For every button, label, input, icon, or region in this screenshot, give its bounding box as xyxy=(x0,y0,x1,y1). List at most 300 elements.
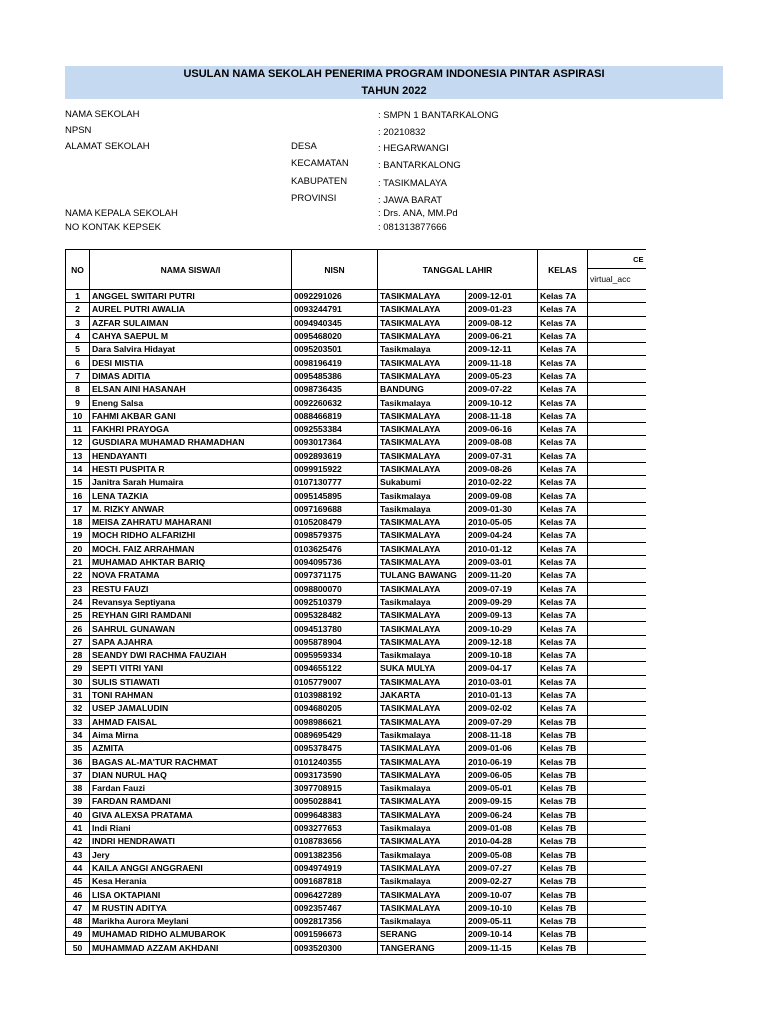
table-row xyxy=(66,343,646,356)
birth-place: TULANG BAWANG xyxy=(378,569,466,582)
kabupaten-value: : TASIKMALAYA xyxy=(378,178,447,189)
student-name: NOVA FRATAMA xyxy=(90,569,292,582)
birth-date: 2009-08-12 xyxy=(466,316,538,329)
header-no: NO xyxy=(66,250,90,290)
birth-date: 2009-02-02 xyxy=(466,702,538,715)
provinsi-label: PROVINSI xyxy=(291,193,337,204)
student-nisn: 0098736435 xyxy=(292,383,378,396)
virtual-acc-cell xyxy=(588,675,646,688)
table-row xyxy=(66,303,646,316)
birth-place: Tasikmalaya xyxy=(378,343,466,356)
student-nisn: 0108783656 xyxy=(292,835,378,848)
virtual-acc-cell xyxy=(588,436,646,449)
desa-label: DESA xyxy=(291,141,317,152)
table-row xyxy=(66,409,646,422)
birth-place: Tasikmalaya xyxy=(378,595,466,608)
row-no: 30 xyxy=(66,675,90,688)
row-no: 37 xyxy=(66,768,90,781)
row-no: 4 xyxy=(66,329,90,342)
student-nisn: 0094095736 xyxy=(292,555,378,568)
kepala-sekolah-value: : Drs. ANA, MM.Pd xyxy=(378,208,458,219)
student-class: Kelas 7A xyxy=(538,609,588,622)
row-no: 5 xyxy=(66,343,90,356)
birth-date: 2009-03-01 xyxy=(466,555,538,568)
birth-date: 2009-08-26 xyxy=(466,462,538,475)
virtual-acc-cell xyxy=(588,529,646,542)
birth-place: TASIKMALAYA xyxy=(378,861,466,874)
birth-place: TASIKMALAYA xyxy=(378,622,466,635)
student-name: GIVA ALEXSA PRATAMA xyxy=(90,808,292,821)
student-class: Kelas 7A xyxy=(538,635,588,648)
table-row xyxy=(66,595,646,608)
birth-date: 2009-01-30 xyxy=(466,502,538,515)
row-no: 20 xyxy=(66,542,90,555)
student-nisn: 0092260632 xyxy=(292,396,378,409)
birth-place: BANDUNG xyxy=(378,383,466,396)
virtual-acc-cell xyxy=(588,555,646,568)
row-no: 11 xyxy=(66,422,90,435)
birth-date: 2010-04-28 xyxy=(466,835,538,848)
student-class: Kelas 7A xyxy=(538,422,588,435)
student-name: DESI MISTIA xyxy=(90,356,292,369)
virtual-acc-cell xyxy=(588,609,646,622)
birth-place: TASIKMALAYA xyxy=(378,516,466,529)
birth-place: TASIKMALAYA xyxy=(378,290,466,303)
student-name: AZMITA xyxy=(90,742,292,755)
student-nisn: 0095145895 xyxy=(292,489,378,502)
birth-date: 2009-10-12 xyxy=(466,396,538,409)
table-row xyxy=(66,928,646,941)
table-row xyxy=(66,476,646,489)
birth-place: TASIKMALAYA xyxy=(378,303,466,316)
student-class: Kelas 7B xyxy=(538,835,588,848)
birth-place: Sukabumi xyxy=(378,476,466,489)
student-name: DIMAS ADITIA xyxy=(90,369,292,382)
birth-place: TASIKMALAYA xyxy=(378,675,466,688)
row-no: 26 xyxy=(66,622,90,635)
student-name: SEPTI VITRI YANI xyxy=(90,662,292,675)
virtual-acc-cell xyxy=(588,901,646,914)
birth-date: 2009-07-19 xyxy=(466,582,538,595)
student-name: AHMAD FAISAL xyxy=(90,715,292,728)
student-name: CAHYA SAEPUL M xyxy=(90,329,292,342)
row-no: 38 xyxy=(66,781,90,794)
student-class: Kelas 7A xyxy=(538,555,588,568)
student-name: ELSAN AINI HASANAH xyxy=(90,383,292,396)
student-class: Kelas 7A xyxy=(538,529,588,542)
table-row xyxy=(66,755,646,768)
student-class: Kelas 7B xyxy=(538,728,588,741)
provinsi-value: : JAWA BARAT xyxy=(378,195,443,206)
birth-date: 2009-05-08 xyxy=(466,848,538,861)
table-row xyxy=(66,369,646,382)
birth-place: Tasikmalaya xyxy=(378,502,466,515)
table-row xyxy=(66,728,646,741)
virtual-acc-cell xyxy=(588,835,646,848)
row-no: 12 xyxy=(66,436,90,449)
virtual-acc-cell xyxy=(588,688,646,701)
birth-date: 2008-11-18 xyxy=(466,409,538,422)
student-class: Kelas 7A xyxy=(538,569,588,582)
row-no: 41 xyxy=(66,821,90,834)
row-no: 43 xyxy=(66,848,90,861)
student-nisn: 0089695429 xyxy=(292,728,378,741)
kecamatan-label: KECAMATAN xyxy=(291,158,349,169)
row-no: 18 xyxy=(66,516,90,529)
student-nisn: 0096427289 xyxy=(292,888,378,901)
row-no: 45 xyxy=(66,875,90,888)
birth-place: SERANG xyxy=(378,928,466,941)
virtual-acc-cell xyxy=(588,462,646,475)
student-nisn: 3097708915 xyxy=(292,781,378,794)
kontak-kepsek-value: : 081313877666 xyxy=(378,222,447,233)
student-nisn: 0095203501 xyxy=(292,343,378,356)
birth-place: TASIKMALAYA xyxy=(378,808,466,821)
row-no: 33 xyxy=(66,715,90,728)
student-nisn: 0095878904 xyxy=(292,635,378,648)
virtual-acc-cell xyxy=(588,768,646,781)
birth-date: 2009-02-27 xyxy=(466,875,538,888)
student-nisn: 0091382356 xyxy=(292,848,378,861)
row-no: 34 xyxy=(66,728,90,741)
student-nisn: 0093277653 xyxy=(292,821,378,834)
student-class: Kelas 7B xyxy=(538,821,588,834)
virtual-acc-cell xyxy=(588,808,646,821)
student-name: AZFAR SULAIMAN xyxy=(90,316,292,329)
student-nisn: 0091596673 xyxy=(292,928,378,941)
birth-place: Tasikmalaya xyxy=(378,728,466,741)
row-no: 6 xyxy=(66,356,90,369)
birth-date: 2009-12-01 xyxy=(466,290,538,303)
birth-date: 2010-02-22 xyxy=(466,476,538,489)
birth-date: 2009-06-16 xyxy=(466,422,538,435)
student-name: MUHAMAD AHKTAR BARIQ xyxy=(90,555,292,568)
birth-date: 2009-01-06 xyxy=(466,742,538,755)
birth-place: TASIKMALAYA xyxy=(378,462,466,475)
student-class: Kelas 7A xyxy=(538,662,588,675)
student-nisn: 0093520300 xyxy=(292,941,378,954)
table-row xyxy=(66,502,646,515)
birth-place: TASIKMALAYA xyxy=(378,835,466,848)
virtual-acc-cell xyxy=(588,569,646,582)
virtual-acc-cell xyxy=(588,303,646,316)
student-name: Jery xyxy=(90,848,292,861)
student-nisn: 0097371175 xyxy=(292,569,378,582)
birth-place: TASIKMALAYA xyxy=(378,609,466,622)
virtual-acc-cell xyxy=(588,781,646,794)
birth-place: TASIKMALAYA xyxy=(378,449,466,462)
student-nisn: 0092553384 xyxy=(292,422,378,435)
birth-date: 2010-06-19 xyxy=(466,755,538,768)
student-nisn: 0098579375 xyxy=(292,529,378,542)
student-name: Indi Riani xyxy=(90,821,292,834)
virtual-acc-cell xyxy=(588,755,646,768)
student-class: Kelas 7A xyxy=(538,489,588,502)
birth-date: 2009-10-29 xyxy=(466,622,538,635)
table-row xyxy=(66,436,646,449)
table-row xyxy=(66,383,646,396)
virtual-acc-cell xyxy=(588,702,646,715)
birth-date: 2009-09-08 xyxy=(466,489,538,502)
table-row xyxy=(66,635,646,648)
birth-date: 2009-07-31 xyxy=(466,449,538,462)
student-class: Kelas 7B xyxy=(538,781,588,794)
student-name: Janitra Sarah Humaira xyxy=(90,476,292,489)
birth-place: TASIKMALAYA xyxy=(378,356,466,369)
birth-place: Tasikmalaya xyxy=(378,914,466,927)
birth-place: TASIKMALAYA xyxy=(378,635,466,648)
table-row xyxy=(66,848,646,861)
npsn-label: NPSN xyxy=(65,125,92,136)
row-no: 50 xyxy=(66,941,90,954)
student-class: Kelas 7A xyxy=(538,688,588,701)
student-nisn: 0098986621 xyxy=(292,715,378,728)
student-table xyxy=(65,249,646,955)
birth-place: TASIKMALAYA xyxy=(378,582,466,595)
student-class: Kelas 7B xyxy=(538,875,588,888)
birth-date: 2009-07-22 xyxy=(466,383,538,396)
alamat-label: ALAMAT SEKOLAH xyxy=(65,141,150,152)
virtual-acc-cell xyxy=(588,290,646,303)
student-nisn: 0103988192 xyxy=(292,688,378,701)
desa-value: : HEGARWANGI xyxy=(378,143,449,154)
birth-place: TASIKMALAYA xyxy=(378,755,466,768)
birth-date: 2009-12-18 xyxy=(466,635,538,648)
student-nisn: 0105779007 xyxy=(292,675,378,688)
virtual-acc-cell xyxy=(588,914,646,927)
virtual-acc-cell xyxy=(588,356,646,369)
student-class: Kelas 7B xyxy=(538,715,588,728)
virtual-acc-cell xyxy=(588,476,646,489)
birth-place: Tasikmalaya xyxy=(378,821,466,834)
virtual-acc-cell xyxy=(588,502,646,515)
student-name: Aima Mirna xyxy=(90,728,292,741)
birth-date: 2009-01-08 xyxy=(466,821,538,834)
row-no: 48 xyxy=(66,914,90,927)
row-no: 3 xyxy=(66,316,90,329)
kecamatan-value: : BANTARKALONG xyxy=(378,160,461,171)
birth-place: TASIKMALAYA xyxy=(378,422,466,435)
birth-date: 2009-06-05 xyxy=(466,768,538,781)
student-nisn: 0092510379 xyxy=(292,595,378,608)
student-name: DIAN NURUL HAQ xyxy=(90,768,292,781)
student-name: GUSDIARA MUHAMAD RHAMADHAN xyxy=(90,436,292,449)
virtual-acc-cell xyxy=(588,795,646,808)
birth-date: 2009-09-29 xyxy=(466,595,538,608)
table-row xyxy=(66,396,646,409)
table-row xyxy=(66,422,646,435)
virtual-acc-cell xyxy=(588,622,646,635)
birth-place: TASIKMALAYA xyxy=(378,702,466,715)
student-name: MOCH RIDHO ALFARIZHI xyxy=(90,529,292,542)
virtual-acc-cell xyxy=(588,848,646,861)
header-virtual-acc: virtual_acc xyxy=(588,269,646,290)
student-nisn: 0095328482 xyxy=(292,609,378,622)
row-no: 15 xyxy=(66,476,90,489)
student-nisn: 0103625476 xyxy=(292,542,378,555)
student-name: FAKHRI PRAYOGA xyxy=(90,422,292,435)
student-nisn: 0093173590 xyxy=(292,768,378,781)
birth-place: TASIKMALAYA xyxy=(378,529,466,542)
birth-date: 2009-01-23 xyxy=(466,303,538,316)
birth-place: SUKA MULYA xyxy=(378,662,466,675)
student-nisn: 0094655122 xyxy=(292,662,378,675)
student-nisn: 0092357467 xyxy=(292,901,378,914)
birth-date: 2009-04-17 xyxy=(466,662,538,675)
birth-date: 2009-10-07 xyxy=(466,888,538,901)
student-nisn: 0092893619 xyxy=(292,449,378,462)
virtual-acc-cell xyxy=(588,821,646,834)
student-name: M RUSTIN ADITYA xyxy=(90,901,292,914)
student-class: Kelas 7A xyxy=(538,329,588,342)
birth-date: 2009-12-11 xyxy=(466,343,538,356)
student-nisn: 0091687818 xyxy=(292,875,378,888)
student-nisn: 0094513780 xyxy=(292,622,378,635)
table-row xyxy=(66,462,646,475)
student-class: Kelas 7A xyxy=(538,649,588,662)
row-no: 10 xyxy=(66,409,90,422)
student-class: Kelas 7B xyxy=(538,941,588,954)
birth-place: TANGERANG xyxy=(378,941,466,954)
virtual-acc-cell xyxy=(588,516,646,529)
table-row xyxy=(66,609,646,622)
student-name: LISA OKTAPIANI xyxy=(90,888,292,901)
row-no: 32 xyxy=(66,702,90,715)
birth-date: 2009-06-24 xyxy=(466,808,538,821)
student-name: KAILA ANGGI ANGGRAENI xyxy=(90,861,292,874)
row-no: 8 xyxy=(66,383,90,396)
row-no: 44 xyxy=(66,861,90,874)
table-row xyxy=(66,835,646,848)
table-row xyxy=(66,888,646,901)
student-nisn: 0095028841 xyxy=(292,795,378,808)
student-nisn: 0098800070 xyxy=(292,582,378,595)
row-no: 13 xyxy=(66,449,90,462)
student-nisn: 0094940345 xyxy=(292,316,378,329)
table-row xyxy=(66,702,646,715)
row-no: 28 xyxy=(66,649,90,662)
student-name: AUREL PUTRI AWALIA xyxy=(90,303,292,316)
student-name: Dara Salvira Hidayat xyxy=(90,343,292,356)
student-nisn: 0088466819 xyxy=(292,409,378,422)
row-no: 49 xyxy=(66,928,90,941)
table-row xyxy=(66,649,646,662)
birth-place: Tasikmalaya xyxy=(378,396,466,409)
virtual-acc-cell xyxy=(588,649,646,662)
table-row xyxy=(66,449,646,462)
student-nisn: 0093017364 xyxy=(292,436,378,449)
birth-place: TASIKMALAYA xyxy=(378,542,466,555)
birth-date: 2009-11-20 xyxy=(466,569,538,582)
birth-place: TASIKMALAYA xyxy=(378,888,466,901)
student-name: HENDAYANTI xyxy=(90,449,292,462)
student-name: SULIS STIAWATI xyxy=(90,675,292,688)
student-class: Kelas 7B xyxy=(538,901,588,914)
table-row xyxy=(66,542,646,555)
birth-date: 2008-11-18 xyxy=(466,728,538,741)
birth-place: Tasikmalaya xyxy=(378,649,466,662)
student-class: Kelas 7B xyxy=(538,848,588,861)
virtual-acc-cell xyxy=(588,742,646,755)
row-no: 22 xyxy=(66,569,90,582)
student-name: FAHMI AKBAR GANI xyxy=(90,409,292,422)
student-class: Kelas 7B xyxy=(538,768,588,781)
header-kelas: KELAS xyxy=(538,250,588,290)
student-name: SAPA AJAHRA xyxy=(90,635,292,648)
birth-place: Tasikmalaya xyxy=(378,848,466,861)
table-row xyxy=(66,688,646,701)
student-class: Kelas 7A xyxy=(538,675,588,688)
row-no: 42 xyxy=(66,835,90,848)
student-nisn: 0095468020 xyxy=(292,329,378,342)
birth-date: 2009-07-27 xyxy=(466,861,538,874)
virtual-acc-cell xyxy=(588,662,646,675)
table-row xyxy=(66,356,646,369)
table-row xyxy=(66,715,646,728)
kontak-kepsek-label: NO KONTAK KEPSEK xyxy=(65,222,161,233)
student-nisn: 0099648383 xyxy=(292,808,378,821)
student-nisn: 0105208479 xyxy=(292,516,378,529)
student-class: Kelas 7B xyxy=(538,861,588,874)
student-name: SEANDY DWI RACHMA FAUZIAH xyxy=(90,649,292,662)
virtual-acc-cell xyxy=(588,542,646,555)
row-no: 17 xyxy=(66,502,90,515)
student-name: Kesa Herania xyxy=(90,875,292,888)
birth-date: 2009-09-15 xyxy=(466,795,538,808)
birth-date: 2009-05-01 xyxy=(466,781,538,794)
row-no: 35 xyxy=(66,742,90,755)
student-class: Kelas 7B xyxy=(538,928,588,941)
virtual-acc-cell xyxy=(588,329,646,342)
student-class: Kelas 7B xyxy=(538,888,588,901)
student-class: Kelas 7A xyxy=(538,343,588,356)
student-name: TONI RAHMAN xyxy=(90,688,292,701)
table-row xyxy=(66,861,646,874)
table-row xyxy=(66,329,646,342)
student-name: BAGAS AL-MA'TUR RACHMAT xyxy=(90,755,292,768)
student-name: SAHRUL GUNAWAN xyxy=(90,622,292,635)
birth-place: TASIKMALAYA xyxy=(378,329,466,342)
birth-place: Tasikmalaya xyxy=(378,489,466,502)
student-name: Revansya Septiyana xyxy=(90,595,292,608)
student-name: MUHAMMAD AZZAM AKHDANI xyxy=(90,941,292,954)
row-no: 27 xyxy=(66,635,90,648)
birth-place: TASIKMALAYA xyxy=(378,555,466,568)
student-name: M. RIZKY ANWAR xyxy=(90,502,292,515)
table-row xyxy=(66,555,646,568)
table-row xyxy=(66,516,646,529)
nama-sekolah-value: : SMPN 1 BANTARKALONG xyxy=(378,110,499,121)
row-no: 36 xyxy=(66,755,90,768)
student-nisn: 0095378475 xyxy=(292,742,378,755)
virtual-acc-cell xyxy=(588,875,646,888)
table-row xyxy=(66,489,646,502)
student-class: Kelas 7A xyxy=(538,383,588,396)
birth-date: 2009-11-15 xyxy=(466,941,538,954)
birth-place: TASIKMALAYA xyxy=(378,742,466,755)
row-no: 29 xyxy=(66,662,90,675)
student-class: Kelas 7A xyxy=(538,622,588,635)
student-class: Kelas 7B xyxy=(538,808,588,821)
student-name: Fardan Fauzi xyxy=(90,781,292,794)
birth-date: 2009-05-23 xyxy=(466,369,538,382)
birth-place: TASIKMALAYA xyxy=(378,369,466,382)
birth-place: TASIKMALAYA xyxy=(378,768,466,781)
table-row xyxy=(66,675,646,688)
birth-date: 2009-04-24 xyxy=(466,529,538,542)
birth-date: 2009-05-11 xyxy=(466,914,538,927)
student-name: HESTI PUSPITA R xyxy=(90,462,292,475)
